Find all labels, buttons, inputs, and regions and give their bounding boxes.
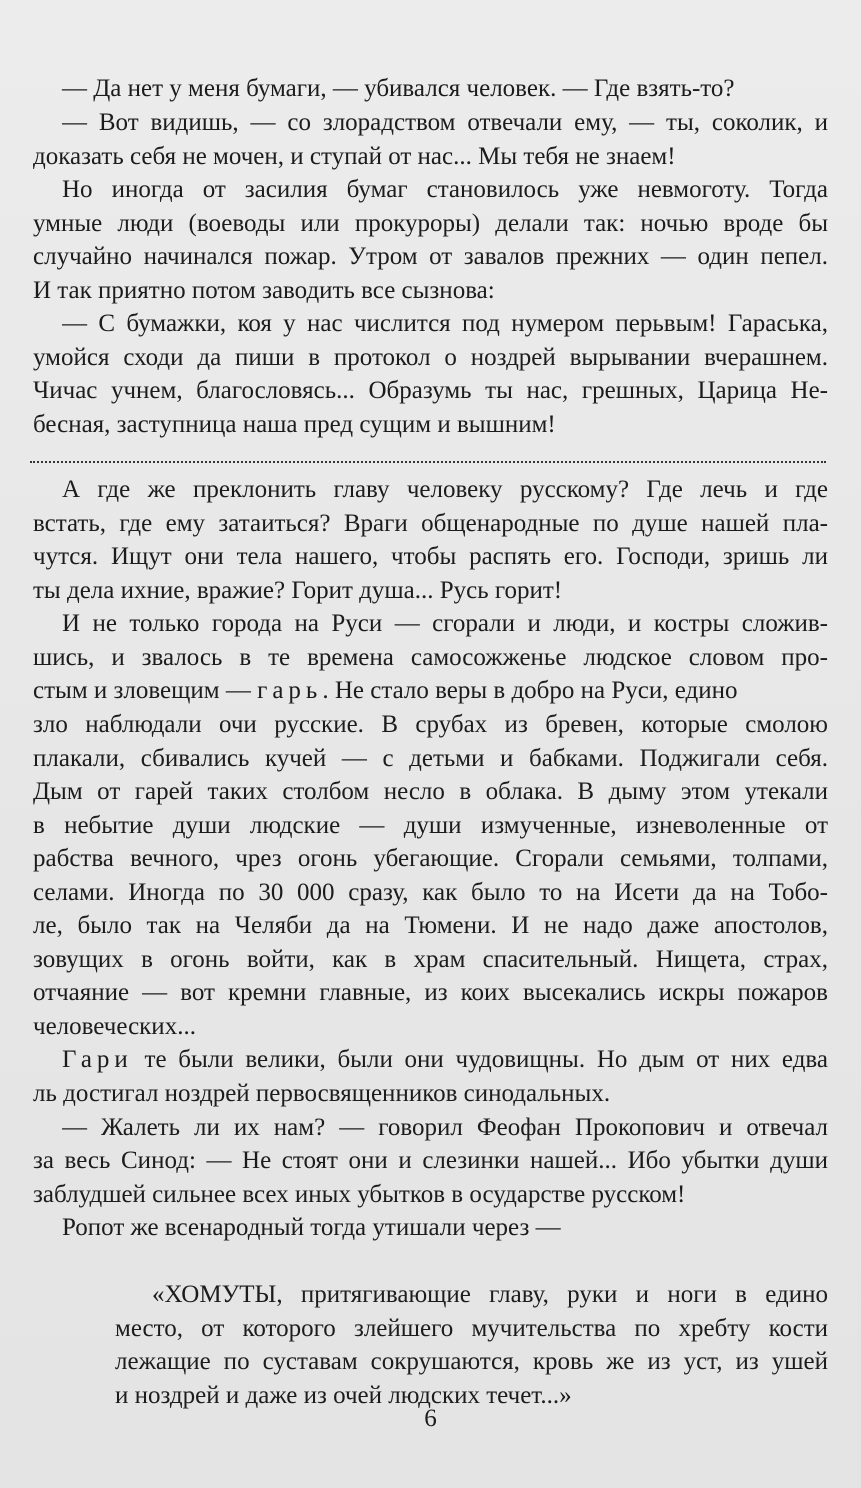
text-line: зло наблюдали очи русские. В срубах из бревен, которые смолою [33, 711, 828, 738]
text-line: И не только города на Руси — сгорали и люди, и костры сложив- [62, 610, 828, 637]
text-line: Гари те были велики, были они чудовищны. Но дым от них едва [62, 1046, 828, 1073]
text-line: в небытие души людские — души измученные, изневоленные от [33, 812, 828, 839]
text-line: отчаяние — вот кремни главные, из коих высекались искры пожаров [33, 979, 828, 1006]
text-line: Ропот же всенародный тогда утишали через — [62, 1214, 561, 1241]
text-line: место, от которого злейшего мучительства по хребту кости [115, 1315, 828, 1342]
text-line: умойся сходи да пиши в протокол о ноздрей вырывании вчерашнем. [33, 344, 828, 371]
section-separator [30, 461, 826, 463]
text-line: — Жалеть ли их нам? — говорил Феофан Прокопович и отвечал [62, 1114, 828, 1141]
text-line: «ХОМУТЫ, притягивающие главу, руки и ноги в едино [152, 1281, 828, 1308]
text-line: доказать себя не мочен, и ступай от нас... Мы тебя не знаем! [33, 143, 676, 170]
text-line: заблудшей сильнее всех иных убытков в осударстве русском! [33, 1181, 686, 1208]
page-number: 6 [424, 1405, 437, 1432]
text-line: Но иногда от засилия бумаг становилось уже невмоготу. Тогда [62, 176, 828, 203]
text-line: селами. Иногда по 30 000 сразу, как было то на Исети да на Тобо- [33, 879, 828, 906]
text-line: А где же преклонить главу человеку русскому? Где лечь и где [62, 476, 828, 503]
text-line: И так приятно потом заводить все сызнова: [33, 277, 495, 304]
text-line: — Вот видишь, — со злорадством отвечали ему, — ты, соколик, и [62, 109, 828, 136]
text-line: умные люди (воеводы или прокуроры) делали так: ночью вроде бы [33, 210, 828, 237]
spaced-word: Гари [62, 1046, 133, 1073]
text-line: ль достигал ноздрей первосвященников синодальных. [33, 1080, 611, 1107]
text-line: случайно начинался пожар. Утром от завалов прежних — один пепел. [33, 243, 828, 270]
text-line: — С бумажки, коя у нас числится под нумером перьвым! Гараська, [62, 310, 828, 337]
text-line: чутся. Ищут они тела нашего, чтобы распять его. Господи, зришь ли [33, 543, 828, 570]
text-line: человеческих... [33, 1013, 196, 1040]
text-line: — Да нет у меня бумаги, — убивался человек. — Где взять-то? [62, 75, 735, 102]
text-line: стым и зловещим — гарь. Не стало веры в добро на Руси, едино [33, 677, 738, 704]
text-line: ты дела ихние, вражие? Горит душа... Русь горит! [33, 577, 563, 604]
text-line: плакали, сбивались кучей — с детьми и бабками. Поджигали себя. [33, 745, 828, 772]
text-line: шись, и звалось в те времена самосожженье людское словом про- [33, 644, 828, 671]
text-line: зовущих в огонь войти, как в храм спасительный. Нищета, страх, [33, 946, 828, 973]
text-line: лежащие по суставам сокрушаются, кровь же из уст, из ушей [115, 1348, 828, 1375]
text-line: рабства вечного, чрез огонь убегающие. Сгорали семьями, толпами, [33, 845, 828, 872]
text-line: бесная, заступница наша пред сущим и вышним! [33, 411, 556, 438]
text-line: встать, где ему затаиться? Враги общенародные по душе нашей пла- [33, 510, 828, 537]
text-line: и ноздрей и даже из очей людских течет...» [115, 1382, 572, 1409]
text-line: ле, было так на Челяби да на Тюмени. И не надо даже апостолов, [33, 912, 828, 939]
text-line: Дым от гарей таких столбом несло в облака. В дыму этом утекали [33, 778, 828, 805]
spaced-word: гарь [257, 677, 323, 704]
text-line: за весь Синод: — Не стоят они и слезинки нашей... Ибо убытки души [33, 1147, 828, 1174]
text-line: Чичас учнем, благословясь... Образумь ты нас, грешных, Царица Не- [33, 377, 828, 404]
